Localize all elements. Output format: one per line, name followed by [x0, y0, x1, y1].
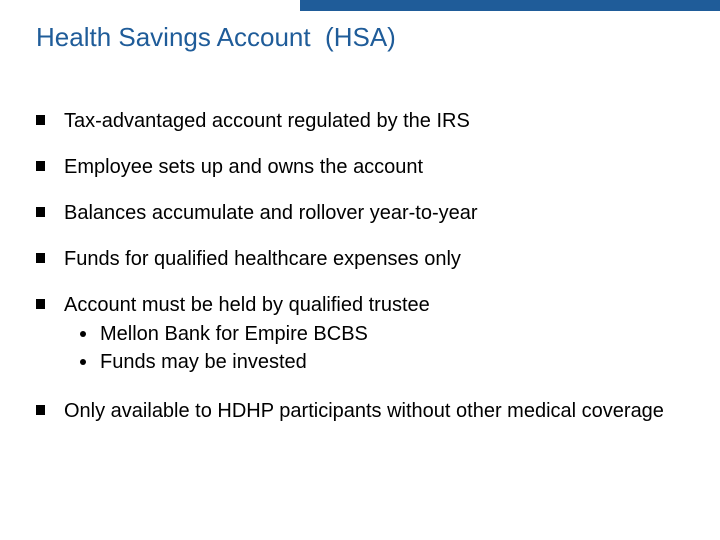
square-bullet-icon [36, 299, 45, 309]
square-bullet-icon [36, 161, 45, 171]
bullet-text: Employee sets up and owns the account [64, 156, 424, 178]
bullet-text: Only available to HDHP participants without other medical coverage [64, 400, 664, 422]
bullet-item [36, 152, 696, 182]
bullet-text: Tax-advantaged account regulated by the IRS [64, 110, 470, 132]
bullet-item [36, 290, 696, 376]
round-bullet-icon [80, 359, 86, 365]
bullet-item [36, 244, 696, 274]
bullet-text: Account must be held by qualified trustee [64, 294, 430, 316]
bullet-item [36, 198, 696, 228]
slide-title: Health Savings Account (HSA) [36, 22, 396, 52]
bullet-item [36, 106, 696, 136]
sub-bullet-text: Mellon Bank for Empire BCBS [100, 323, 368, 345]
bullet-list [36, 106, 696, 426]
bullet-text: Balances accumulate and rollover year-to-year [64, 202, 478, 224]
square-bullet-icon [36, 405, 45, 415]
bullet-item [36, 396, 696, 426]
top-bar-segment [0, 0, 300, 11]
sub-bullet-item [64, 348, 696, 376]
square-bullet-icon [36, 253, 45, 263]
sub-bullet-text: Funds may be invested [100, 351, 307, 373]
top-decorative-bar [0, 0, 720, 12]
square-bullet-icon [36, 207, 45, 217]
sub-bullet-item [64, 320, 696, 348]
square-bullet-icon [36, 115, 45, 125]
top-bar-segment [300, 0, 720, 11]
bullet-text: Funds for qualified healthcare expenses only [64, 248, 461, 270]
round-bullet-icon [80, 331, 86, 337]
